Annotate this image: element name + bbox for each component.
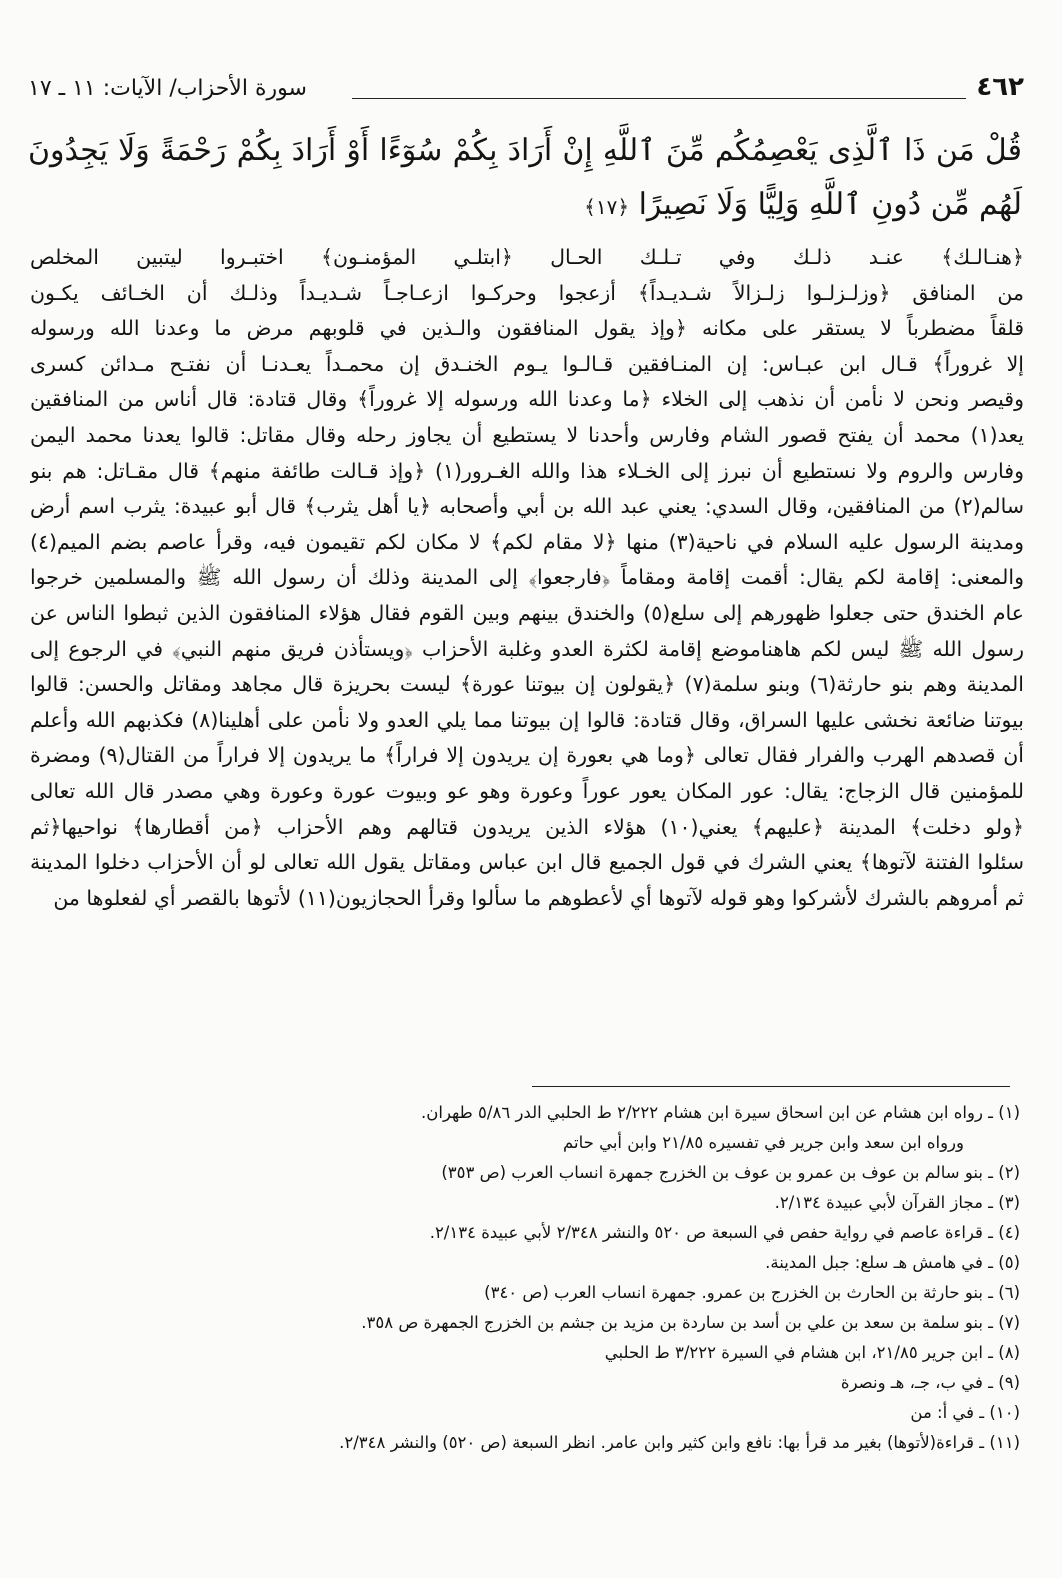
text-line: ﴿ولو دخلت﴾ المدينة ﴿عليهم﴾ يعني(١٠) هؤلاء الذين يريدون قتالهم وهم الأحزاب ﴿من أقطارها﴾ نواحيها﴿ثم bbox=[30, 814, 1024, 839]
text-line: إلا غروراً﴾ قـال ابن عبـاس: إن المنـافقين قـالـوا يـوم الخنـدق إن محمـداً يعـدنـا أن نفتـح مـدائن كسرى bbox=[30, 351, 1024, 376]
header-rule bbox=[352, 98, 966, 99]
text-line: قلقاً مضطرباً لا يستقر على مكانه ﴿وإذ يقول المنافقون والـذين في قلوبهم مرض ما وعدنا الله ورسوله bbox=[30, 316, 1024, 341]
text-line: بيوتنا ضائعة نخشى عليها السراق، وقال قتادة: قالوا إن بيوتنا مما يلي العدو ولا نأمن على أهلينا(٨) فكذبهم الله وأعلم bbox=[30, 707, 1024, 732]
text-line: ثم أمروهم بالشرك لأشركوا وهو قوله لآتوها أي لأعطوهم ما سألوا وقرأ الحجازيون(١١) لأتوها بالقصر أي لفعلوها من bbox=[53, 885, 1024, 910]
footnote: (٣) ـ مجاز القرآن لأبي عبيدة ٢/١٣٤. bbox=[774, 1193, 1020, 1212]
text-line: أن قصدهم الهرب والفرار فقال تعالى ﴿وما هي بعورة إن يريدون إلا فراراً﴾ ما يريدون إلا فراراً من القتال(٩) ومضرة bbox=[30, 743, 1024, 768]
text-line: المدينة وهم بنو حارثة(٦) وبنو سلمة(٧) ﴿يقولون إن بيوتنا عورة﴾ ليست بحريزة قال مجاهد ومقاتل والحسن: قالوا bbox=[30, 672, 1024, 697]
page-number: ٤٦٢ bbox=[976, 72, 1024, 102]
text-line: من المنافق ﴿وزلـزلـوا زلـزالاً شـديـداً﴾ أزعجوا وحركـوا ازعـاجـاً شـديـداً وذلـك أن الخـائف يكـون bbox=[30, 280, 1024, 305]
footnote: (٢) ـ بنو سالم بن عوف بن عمرو بن عوف بن الخزرج جمهرة انساب العرب (ص ٣٥٣) bbox=[441, 1163, 1020, 1182]
footnote: (٩) ـ في ب، جـ، هـ ونصرة bbox=[840, 1373, 1020, 1392]
footnote: (٥) ـ في هامش هـ سلع: جبل المدينة. bbox=[765, 1253, 1020, 1272]
surah-title: سورة الأحزاب/ الآيات: ١١ ـ ١٧ bbox=[28, 76, 307, 101]
footnote: (٤) ـ قراءة عاصم في رواية حفص في السبعة ص ٥٢٠ والنشر ٢/٣٤٨ لأبي عبيدة ٢/١٣٤. bbox=[429, 1223, 1020, 1242]
text-line: وقيصر ونحن لا نأمن أن نذهب إلى الخلاء ﴿ما وعدنا الله ورسوله إلا غروراً﴾ وقال قتادة: قال أناس من المنافقين bbox=[30, 387, 1024, 412]
footnote-separator bbox=[532, 1086, 1010, 1087]
footnote: (٦) ـ بنو حارثة بن الحارث بن الخزرج بن عمرو. جمهرة انساب العرب (ص ٣٤٠) bbox=[484, 1283, 1020, 1302]
verse-number-marker: ﴿١٧﴾ bbox=[584, 195, 630, 219]
text-line: وفارس والروم ولا نستطيع أن نبرز إلى الخـلاء هذا والله الغـرور(١) ﴿وإذ قـالت طائفة منهم﴾ قال مقـاتل: هم بنو bbox=[30, 458, 1024, 483]
text-line: والمعنى: إقامة لكم يقال: أقمت إقامة ومقاماً ﴿فارجعوا﴾ إلى المدينة وذلك أن رسول الله ﷺ والمسلمين خرجوا bbox=[30, 565, 1024, 590]
footnote: ورواه ابن سعد وابن جرير في تفسيره ٢١/٨٥ وابن أبي حاتم bbox=[563, 1133, 964, 1152]
verse-text: قُلْ مَن ذَا ٱلَّذِى يَعْصِمُكُم مِّنَ ٱللَّهِ إِنْ أَرَادَ بِكُمْ سُوٓءًا أَوْ أَرَادَ بِكُمْ رَحْمَةً وَلَا يَجِدُونَ لَهُم مِّن دُونِ ٱللَّهِ وَلِيًّا وَلَا نَصِيرًا bbox=[28, 133, 1022, 222]
footnotes-list bbox=[30, 1098, 1020, 1458]
text-line: ﴿هنـالـك﴾ عنـد ذلـك وفي تـلـك الحـال ﴿ابتلـي المؤمنـون﴾ اختبـروا ليتبين المخلص bbox=[30, 245, 1024, 269]
text-line: يعد(١) محمد أن يفتح قصور الشام وفارس وأحدنا لا يستطيع أن يجاوز رحله وقال مقاتل: قالوا يعدنا محمد اليمن bbox=[30, 422, 1024, 447]
footnote: (٨) ـ ابن جرير ٢١/٨٥، ابن هشام في السيرة ٣/٢٢٢ ط الحلبي bbox=[604, 1343, 1020, 1362]
footnote: (١١) ـ قراءة(لأتوها) بغير مد قرأ بها: نافع وابن كثير وابن عامر. انظر السبعة (ص ٥٢٠) والنشر ٢/٣٤٨. bbox=[339, 1433, 1020, 1452]
text-line: سالم(٢) من المنافقين، وقال السدي: يعني عبد الله بن أبي وأصحابه ﴿يا أهل يثرب﴾ قال أبو عبيدة: يثرب اسم أرض bbox=[30, 494, 1024, 519]
commentary-text bbox=[30, 240, 1024, 916]
page-header bbox=[28, 72, 1024, 104]
text-line: رسول الله ﷺ ليس لكم هاهناموضع إقامة لكثرة العدو وغلبة الأحزاب ﴿ويستأذن فريق منهم النبي﴾ في الرجوع إلى bbox=[30, 636, 1024, 661]
text-line: سئلوا الفتنة لآتوها﴾ يعني الشرك في قول الجميع قال ابن عباس ومقاتل يقول الله تعالى لو أن الأحزاب دخلوا المدينة bbox=[30, 850, 1024, 875]
text-line: للمؤمنين قال الزجاج: يقال: عور المكان يعور عوراً وعورة وهو عو وبيوت عورة وعورة وهي مصدر قال الله تعالى bbox=[30, 778, 1024, 803]
footnote: (١) ـ رواه ابن هشام عن ابن اسحاق سيرة ابن هشام ٢/٢٢٢ ط الحلبي الدر ٥/٨٦ طهران. bbox=[421, 1103, 1020, 1122]
text-line: ومدينة الرسول عليه السلام في ناحية(٣) منها ﴿لا مقام لكم﴾ لا مكان لكم تقيمون فيه، وقرأ عاصم بضم الميم(٤) bbox=[30, 529, 1024, 554]
footnote: (٧) ـ بنو سلمة بن سعد بن علي بن أسد بن ساردة بن مزيد بن جشم بن الخزرج الجمهرة ص ٣٥٨. bbox=[361, 1313, 1020, 1332]
footnote: (١٠) ـ في أ: من bbox=[910, 1403, 1020, 1422]
quran-verse bbox=[28, 124, 1022, 234]
text-line: عام الخندق حتى جعلوا ظهورهم إلى سلع(٥) والخندق بينهم وبين القوم فقال هؤلاء المنافقون الذين ثبطوا الناس عن bbox=[30, 600, 1024, 625]
